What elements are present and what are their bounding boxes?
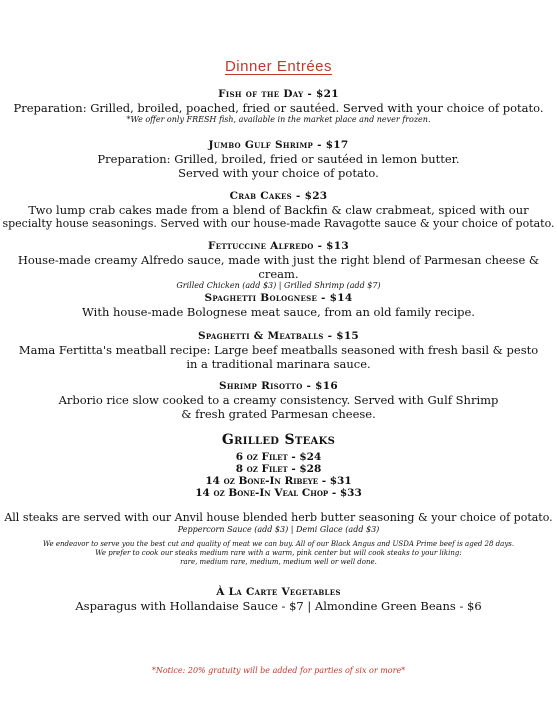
entree-crab-cakes xyxy=(0,189,557,231)
vegetables-line: Asparagus with Hollandaise Sauce - $7 | Almondine Green Beans - $6 xyxy=(75,599,482,613)
steaks-section xyxy=(0,432,557,499)
steaks-description: All steaks are served with our Anvil house blended herb butter seasoning & your choice of potato. xyxy=(4,511,553,524)
disclaimer-line: We endeavor to serve you the best cut and quality of meat we can buy. All of our Black Angus and USDA Prime beef is aged 28 days. xyxy=(42,540,515,548)
entree-title: Jumbo Gulf Shrimp - $17 xyxy=(208,139,349,151)
entree-description: Served with your choice of potato. xyxy=(178,166,379,180)
entree-description: Two lump crab cakes made from a blend of Backfin & claw crabmeat, spiced with our xyxy=(28,203,529,217)
entree-fish-of-the-day xyxy=(0,87,557,125)
vegetables-section xyxy=(0,585,557,613)
entree-title: Crab Cakes - $23 xyxy=(229,190,328,202)
steak-item: 14 oz Bone-In Veal Chop - $33 xyxy=(195,487,362,499)
entree-description: House-made creamy Alfredo sauce, made with just the right blend of Parmesan cheese & cream. xyxy=(17,253,540,281)
entree-title: Fettuccine Alfredo - $13 xyxy=(207,240,349,252)
menu-heading: Dinner Entrées xyxy=(224,58,333,75)
entree-spaghetti-bolognese xyxy=(0,291,557,319)
entree-description: With house-made Bolognese meat sauce, from an old family recipe. xyxy=(82,305,475,319)
steaks-sauces: Peppercorn Sauce (add $3) | Demi Glace (add $3) xyxy=(177,525,380,534)
entree-description: Arborio rice slow cooked to a creamy consistency. Served with Gulf Shrimp xyxy=(58,393,499,407)
entree-addons: Grilled Chicken (add $3) | Grilled Shrimp (add $7) xyxy=(176,281,381,290)
entree-description: in a traditional marinara sauce. xyxy=(186,357,371,371)
entree-description: Preparation: Grilled, broiled, fried or sautéed in lemon butter. xyxy=(97,152,460,166)
steaks-details xyxy=(0,511,557,535)
entree-description: specialty house seasonings. Served with our house-made Ravagotte sauce & your choice of potato. xyxy=(2,217,555,230)
vegetables-title: À La Carte Vegetables xyxy=(216,586,341,598)
steak-item: 14 oz Bone-In Ribeye - $31 xyxy=(205,475,352,487)
entree-title: Fish of the Day - $21 xyxy=(218,88,339,100)
entree-description: Mama Fertitta's meatball recipe: Large beef meatballs seasoned with fresh basil & pesto xyxy=(18,343,539,357)
entree-title: Spaghetti & Meatballs - $15 xyxy=(197,330,360,342)
entree-shrimp-risotto xyxy=(0,379,557,421)
entree-description: & fresh grated Parmesan cheese. xyxy=(181,407,376,421)
steak-item: 6 oz Filet - $24 xyxy=(235,451,322,463)
disclaimer-line: We prefer to cook our steaks medium rare with a warm, pink center but will cook steaks to your liking: xyxy=(95,549,462,557)
entree-description: Preparation: Grilled, broiled, poached, fried or sautéed. Served with your choice of potato. xyxy=(13,101,544,115)
entree-note: *We offer only FRESH fish, available in the market place and never frozen. xyxy=(126,115,431,124)
steaks-title: Grilled Steaks xyxy=(221,432,336,448)
entree-fettuccine-alfredo xyxy=(0,239,557,291)
steak-item: 8 oz Filet - $28 xyxy=(235,463,322,475)
entree-title: Spaghetti Bolognese - $14 xyxy=(204,292,353,304)
disclaimer-line: rare, medium rare, medium, medium well or well done. xyxy=(180,558,377,566)
entree-title: Shrimp Risotto - $16 xyxy=(219,380,338,392)
entree-jumbo-gulf-shrimp xyxy=(0,138,557,180)
gratuity-notice: *Notice: 20% gratuity will be added for parties of six or more* xyxy=(151,666,406,675)
steaks-disclaimer xyxy=(0,540,557,567)
entree-spaghetti-meatballs xyxy=(0,329,557,371)
